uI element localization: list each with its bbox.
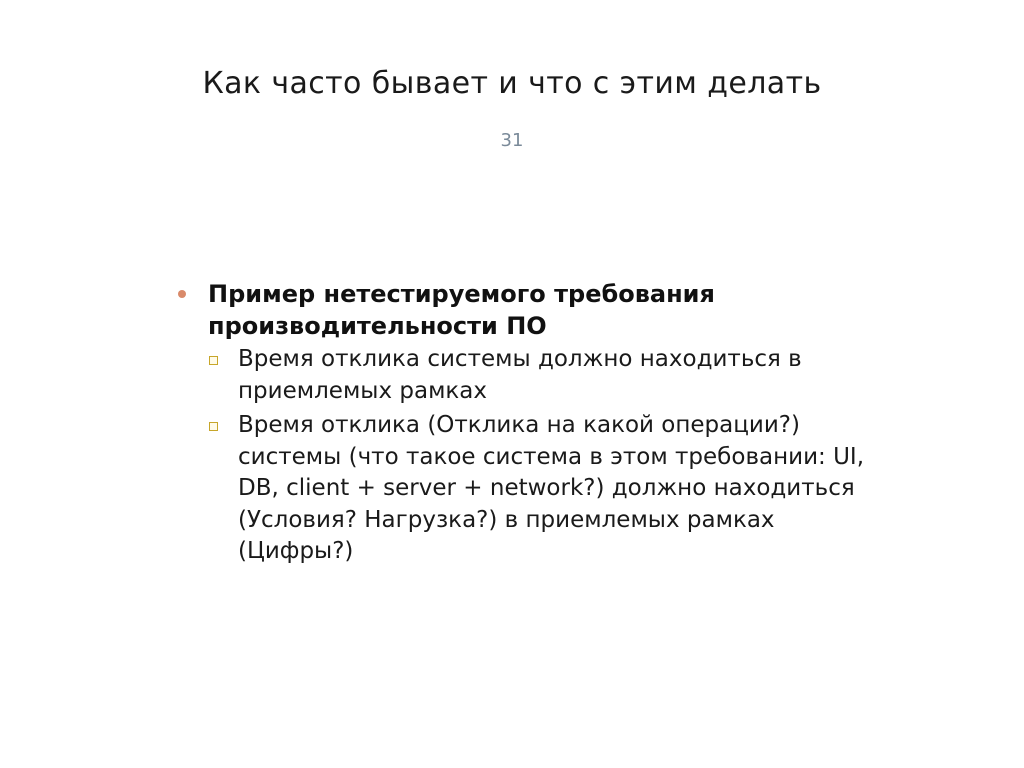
sub-bullet-list [172, 344, 892, 568]
page-number: 31 [500, 130, 524, 151]
sub-bullet-text: Время отклика системы должно находиться в приемлемых рамках [238, 346, 802, 404]
sub-bullet-item [238, 344, 892, 407]
slide-content [172, 278, 892, 571]
square-bullet-icon [209, 356, 218, 365]
square-bullet-icon [209, 422, 218, 431]
round-bullet-icon [178, 290, 186, 298]
sub-bullet-item [238, 410, 892, 568]
sub-bullet-text: Время отклика (Отклика на какой операции?) системы (что такое система в этом требовании: UI, DB, client + server + network?) должно находиться (Условия? Нагрузка?) в приемлемых рамках (Цифры?) [238, 412, 865, 564]
slide-title: Как часто бывает и что с этим делать [202, 66, 822, 101]
bullet-text: Пример нетестируемого требования производительности ПО [208, 280, 715, 340]
bullet-item [172, 278, 892, 342]
